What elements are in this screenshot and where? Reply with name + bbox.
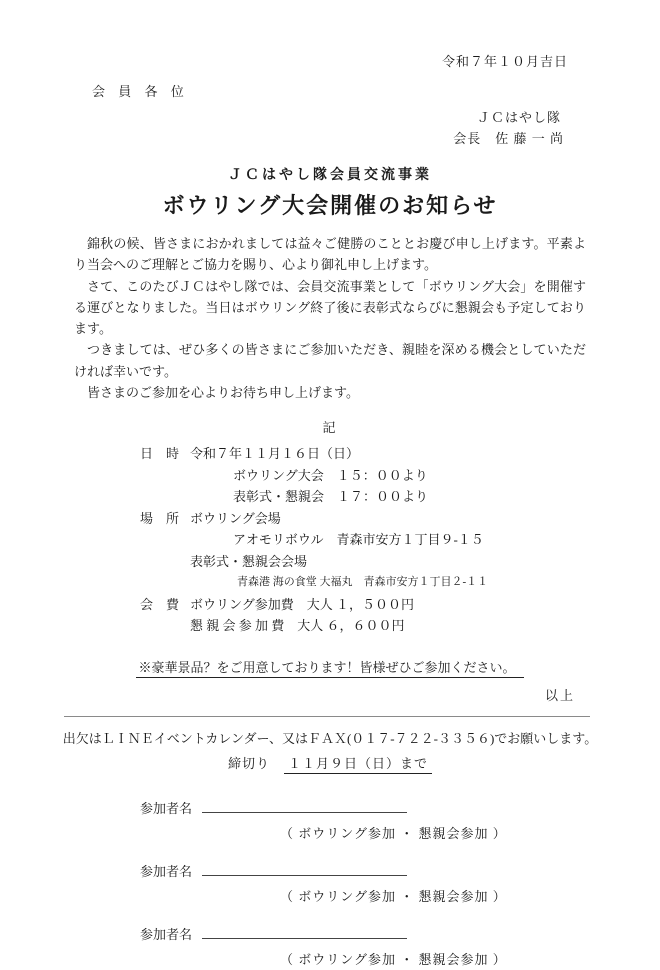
highlight-note-text: ※豪華景品？をご用意しております！皆様ぜひご参加ください。: [136, 660, 523, 678]
participant-block-3: [140, 924, 660, 970]
event-subtitle: ＪＣはやし隊会員交流事業: [228, 168, 432, 183]
detail-label-fee: 会 費: [140, 596, 180, 612]
participant-block-2: [140, 861, 660, 907]
participant-options: （ ボウリング参加 ・ 懇親会参加 ）: [280, 825, 507, 841]
participant-name-label: 参加者名: [140, 926, 193, 942]
recipient: 会 員 各 位: [92, 84, 189, 99]
detail-sub-party-venue-label: 表彰式・懇親会会場: [190, 553, 308, 569]
participant-name-blank: [202, 862, 407, 876]
closing-marker: 以上: [544, 687, 575, 703]
participant-name-blank: [202, 799, 407, 813]
deadline-value: １１月９日（日）まで: [284, 756, 432, 774]
participant-name-label: 参加者名: [140, 800, 193, 816]
participant-block-1: [140, 798, 660, 844]
detail-sub-party-time: 表彰式・懇親会 １７：００より: [233, 489, 429, 505]
detail-label-datetime: 日 時: [140, 446, 180, 462]
detail-value-fee-bowling: ボウリング参加費 大人 １，５００円: [190, 596, 414, 612]
detail-row-place: [140, 508, 660, 530]
detail-sub-party-venue: 青森港 海の食堂 大福丸 青森市安方１丁目２-１１: [237, 576, 489, 589]
participant-name-line: [140, 798, 660, 819]
detail-value-place: ボウリング会場: [190, 510, 281, 526]
notice-title: ボウリング大会開催のお知らせ: [162, 193, 498, 218]
detail-label-place: 場 所: [140, 510, 180, 526]
detail-row-fee: [140, 594, 660, 616]
participant-options: （ ボウリング参加 ・ 懇親会参加 ）: [280, 888, 507, 904]
date-line: 令和７年１０月吉日: [441, 54, 568, 69]
detail-sub-bowling-time: ボウリング大会 １５：００より: [233, 467, 428, 483]
deadline-prefix: 締切り: [227, 755, 270, 771]
deadline-line: [0, 755, 660, 773]
sender-org: ＪＣはやし隊: [476, 110, 561, 125]
participant-name-line: [140, 861, 660, 882]
body-paragraph-invitation: つきましては、ぜひ多くの皆さまにご参加いただき、親睦を深める機会としていただければ幸いです。: [74, 342, 586, 379]
body-paragraph-closing: 皆さまのご参加を心よりお待ち申し上げます。: [87, 385, 359, 401]
body-paragraph-greeting: 錦秋の候、皆さまにおかれましては益々ご健勝のこととお慶び申し上げます。平素より当会へのご理解とご協力を賜り、心より御礼申し上げます。: [74, 236, 586, 273]
detail-value-datetime: 令和７年１１月１６日（日）: [190, 446, 360, 462]
section-divider: [64, 716, 590, 717]
highlight-note: [0, 659, 660, 677]
detail-sub-bowling-venue: アオモリボウル 青森市安方１丁目９-１５: [233, 532, 484, 548]
participant-name-blank: [202, 925, 407, 939]
detail-value-fee-party: 懇 親 会 参 加 費 大人 ６，６００円: [190, 618, 405, 634]
detail-row-datetime: [140, 443, 660, 465]
participant-name-label: 参加者名: [140, 863, 193, 879]
participant-options: （ ボウリング参加 ・ 懇親会参加 ）: [280, 951, 507, 967]
body-paragraph-announcement: さて、このたびＪＣはやし隊では、会員交流事業として「ボウリング大会」を開催する運びとなりました。当日はボウリング終了後に表彰式ならびに懇親会も予定しております。: [74, 278, 586, 337]
participant-name-line: [140, 924, 660, 945]
record-marker: 記: [322, 420, 338, 436]
reply-instruction: 出欠はＬＩＮＥイベントカレンダー、又はＦＡＸ(０１７-７２２-３３５６)でお願いします。: [62, 730, 598, 746]
sender-name: 会長 佐 藤 一 尚: [453, 131, 564, 146]
